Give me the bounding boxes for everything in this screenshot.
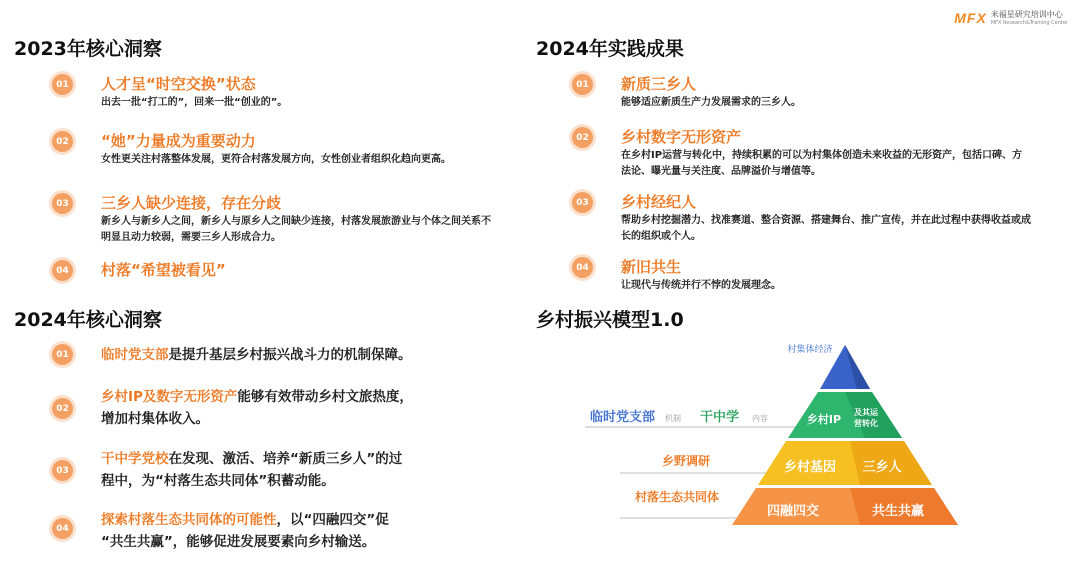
logo-en: MFX Research&Training Center (990, 19, 1068, 26)
highlight-text: 乡村IP及数字无形资产 (101, 389, 238, 405)
item-desc: 出去一批“打工的”，回来一批“创业的”。 (101, 97, 288, 108)
number-badge: 01 (52, 74, 73, 95)
number-badge: 03 (52, 193, 73, 214)
label-learn-by-doing: 干中学 (700, 410, 740, 425)
practice-2024-item-2 (572, 127, 1052, 180)
number-badge: 04 (572, 257, 593, 278)
apex-label: 村集体经济 (787, 345, 833, 355)
logo-cn: 米福星研究培训中心 (990, 9, 1063, 19)
item-title: “她”力量成为重要动力 (101, 132, 256, 150)
practice-2024-item-1 (572, 74, 1052, 111)
body-text: 在发现、激活、培养“新质三乡人”的过 (168, 451, 403, 467)
number-badge: 04 (52, 260, 73, 281)
item-title: 新质三乡人 (621, 75, 697, 93)
item-text (101, 448, 402, 470)
section-title-2024-practice: 2024年实践成果 (536, 38, 684, 60)
insight-2024-item-1 (52, 344, 522, 366)
number-badge: 01 (572, 74, 593, 95)
item-desc: 帮助乡村挖掘潜力、找准赛道、整合资源、搭建舞台、推广宣传，并在此过程中获得收益或成长的组织或个人。 (621, 215, 1031, 242)
item-title: 人才呈“时空交换”状态 (101, 75, 256, 93)
item-text (101, 344, 412, 366)
insight-2024-item-2 (52, 386, 522, 430)
item-title: 乡村数字无形资产 (621, 128, 742, 146)
number-badge: 03 (572, 192, 593, 213)
number-badge: 02 (572, 127, 593, 148)
insight-2023-item-2 (52, 131, 512, 168)
item-title: 乡村经纪人 (621, 193, 697, 211)
body-text: 是提升基层乡村振兴战斗力的机制保障。 (168, 347, 412, 363)
item-title: 三乡人缺少连接，存在分歧 (101, 194, 282, 212)
logo-text (991, 11, 1068, 26)
section-title-2024-insights: 2024年核心洞察 (14, 309, 162, 331)
label-mechanism: 机制 (665, 414, 681, 423)
insight-2023-item-4 (52, 260, 512, 281)
item-text-line2: “共生共赢”，能够促进发展要素向乡村输送。 (101, 534, 376, 550)
label-field-survey: 乡野调研 (662, 454, 711, 468)
item-desc: 能够适应新质生产力发展需求的三乡人。 (621, 97, 801, 108)
number-badge: 02 (52, 398, 73, 419)
section-title-2023-insights: 2023年核心洞察 (14, 38, 162, 60)
body-text: 能够有效带动乡村文旅热度， (237, 389, 413, 405)
item-desc: 女性更关注村落整体发展，更符合村落发展方向，女性创业者组织化趋向更高。 (101, 154, 451, 165)
label-content: 内容 (752, 414, 768, 423)
layer-label-three-villagers: 三乡人 (862, 460, 902, 475)
item-text (101, 386, 413, 408)
logo (954, 10, 1068, 26)
item-desc: 让现代与传统并行不悖的发展理念。 (621, 280, 781, 291)
item-text-line2: 增加村集体收入。 (101, 411, 209, 427)
insight-2024-item-3 (52, 448, 522, 492)
label-village-community: 村落生态共同体 (635, 490, 720, 504)
item-title: 新旧共生 (621, 258, 682, 276)
layer-label-symbiosis: 共生共赢 (871, 504, 925, 519)
body-text: ，以“四融四交”促 (276, 512, 389, 528)
logo-mark: MFX (954, 10, 987, 26)
number-badge: 03 (52, 460, 73, 481)
practice-2024-item-4 (572, 257, 1052, 294)
number-badge: 04 (52, 518, 73, 539)
highlight-text: 临时党支部 (101, 347, 169, 363)
layer-label-ip-ops-2: 营转化 (854, 419, 878, 428)
highlight-text: 探索村落生态共同体的可能性 (101, 512, 277, 528)
label-party-branch: 临时党支部 (590, 410, 656, 425)
insight-2024-item-4 (52, 509, 522, 553)
number-badge: 02 (52, 131, 73, 152)
item-title: 村落“希望被看见” (101, 261, 226, 279)
layer-label-ip: 乡村IP (806, 413, 842, 426)
insight-2023-item-1 (52, 74, 512, 111)
highlight-text: 干中学党校 (101, 451, 169, 467)
item-text (101, 509, 389, 531)
item-text-line2: 程中，为“村落生态共同体”积蓄动能。 (101, 473, 335, 489)
layer-label-ip-ops-1: 及其运 (854, 408, 878, 417)
layer-label-gene: 乡村基因 (783, 460, 837, 475)
insight-2023-item-3 (52, 193, 492, 246)
pyramid-diagram (560, 335, 980, 535)
number-badge: 01 (52, 344, 73, 365)
practice-2024-item-3 (572, 192, 1052, 245)
item-desc: 新乡人与新乡人之间，新乡人与原乡人之间缺少连接，村落发展旅游业与个体之间关系不明显且动力较弱，需要三乡人形成合力。 (101, 216, 491, 243)
section-title-model: 乡村振兴模型1.0 (536, 309, 684, 331)
item-desc: 在乡村IP运营与转化中，持续积累的可以为村集体创造未来收益的无形资产，包括口碑、方法论、曝光量与关注度、品牌溢价与增值等。 (621, 150, 1023, 177)
layer-label-four-integrations: 四融四交 (766, 504, 820, 519)
